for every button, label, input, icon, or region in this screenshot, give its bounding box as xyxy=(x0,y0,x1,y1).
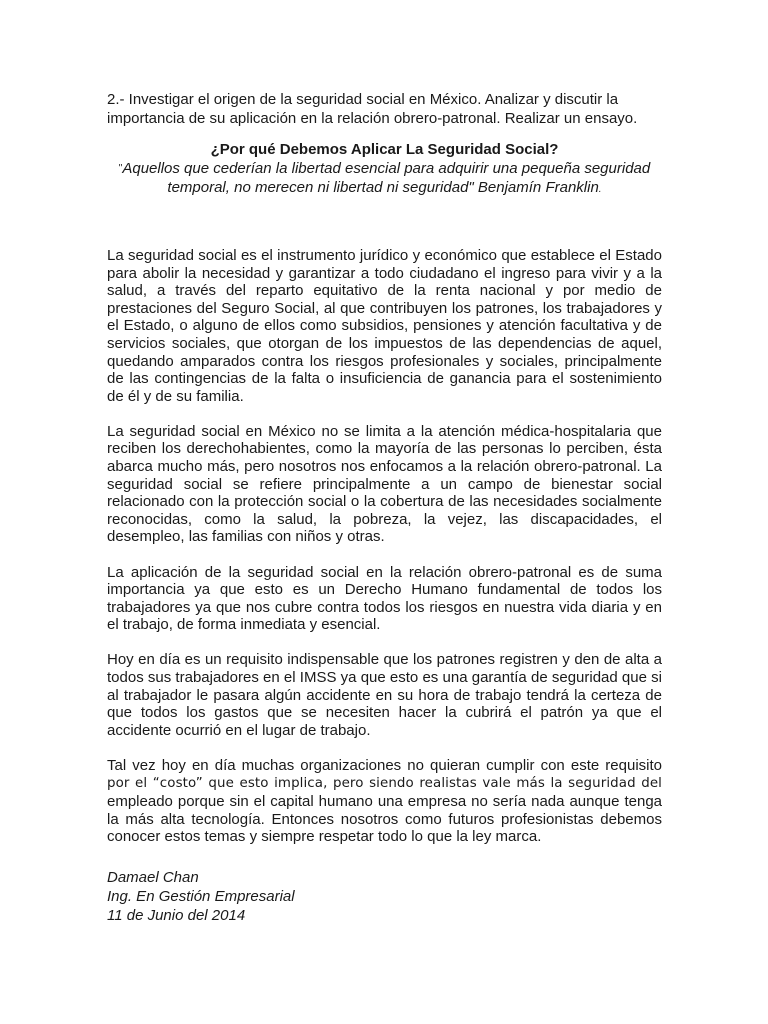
essay-body xyxy=(107,247,662,846)
task-instruction-line-1: 2.- Investigar el origen de la seguridad social en México. Analizar y discutir la xyxy=(107,91,619,108)
quote-open-mark: " xyxy=(118,163,123,174)
signature-date: 11 de Junio del 2014 xyxy=(107,906,246,924)
paragraph-5 xyxy=(107,757,662,846)
essay-title: ¿Por qué Debemos Aplicar La Seguridad Social? xyxy=(210,141,559,158)
task-instruction-line-2: importancia de su aplicación en la relación obrero-patronal. Realizar un ensayo. xyxy=(107,110,638,127)
paragraph-5-part-2: por el “costo” que esto implica, pero siendo realistas vale más la seguridad del xyxy=(107,776,662,792)
paragraph-5-part-1: Tal vez hoy en día muchas organizaciones no quieran cumplir con este requisito xyxy=(107,756,662,774)
quote-line-2: temporal, no merecen ni libertad ni seguridad" Benjamín Franklin xyxy=(167,179,599,196)
paragraph-3: La aplicación de la seguridad social en la relación obrero-patronal es de suma importancia ya que esto es un Derecho Humano fundamental de todos los trabajadores ya que nos cubre contra todos los riesgos en nuestra vida diaria y en el trabajo, de forma inmediata y esencial. xyxy=(107,563,662,634)
document-page xyxy=(107,90,662,925)
quote-end-mark: . xyxy=(598,184,602,195)
paragraph-1: La seguridad social es el instrumento jurídico y económico que establece el Estado para abolir la necesidad y garantizar a todo ciudadano el ingreso para vivir y a la salud, a través del reparto equitativo de la renta nacional y por medio de prestaciones del Seguro Social, al que contribuyen los patrones, los trabajadores y el Estado, o alguno de ellos como subsidios, pensiones y atención facultativa y de servicios sociales, que otorgan de los impuestos de las dependencias de aquel, quedando amparados contra los riesgos profesionales y sociales, principalmente de las contingencias de la falta o insuficiencia de ganancia para el sostenimiento de él y de su familia. xyxy=(107,247,662,405)
paragraph-2: La seguridad social en México no se limita a la atención médica-hospitalaria que reciben los derechohabientes, como la mayoría de las personas lo perciben, ésta abarca mucho más, pero nosotros nos enfocamos a la relación obrero-patronal. La seguridad social se refiere principalmente a un campo de bienestar social relacionado con la protección social o la cobertura de las necesidades socialmente reconocidas, como la salud, la pobreza, la vejez, las discapacidades, el desempleo, las familias con niños y otras. xyxy=(107,422,662,546)
paragraph-5-part-3: empleado porque sin el capital humano una empresa no sería nada aunque tenga la más alta tecnología. Entonces nosotros como futuros profesionistas debemos conocer estos temas y siempre respetar todo lo que la ley marca. xyxy=(107,793,662,846)
author-degree: Ing. En Gestión Empresarial xyxy=(107,887,295,905)
quote-line-1: Aquellos que cederían la libertad esencial para adquirir una pequeña seguridad xyxy=(122,160,651,177)
paragraph-4: Hoy en día es un requisito indispensable que los patrones registren y den de alta a todos sus trabajadores en el IMSS ya que esto es una garantía de seguridad que si al trabajador le pasara algún accidente en su hora de trabajo tendrá la certeza de que todos los gastos que se necesiten hacer la cubrirá el patrón ya que el accidente ocurrió en el lugar de trabajo. xyxy=(107,651,662,739)
epigraph-quote xyxy=(107,159,662,199)
author-name: Damael Chan xyxy=(107,868,199,886)
signature-block xyxy=(107,868,662,925)
